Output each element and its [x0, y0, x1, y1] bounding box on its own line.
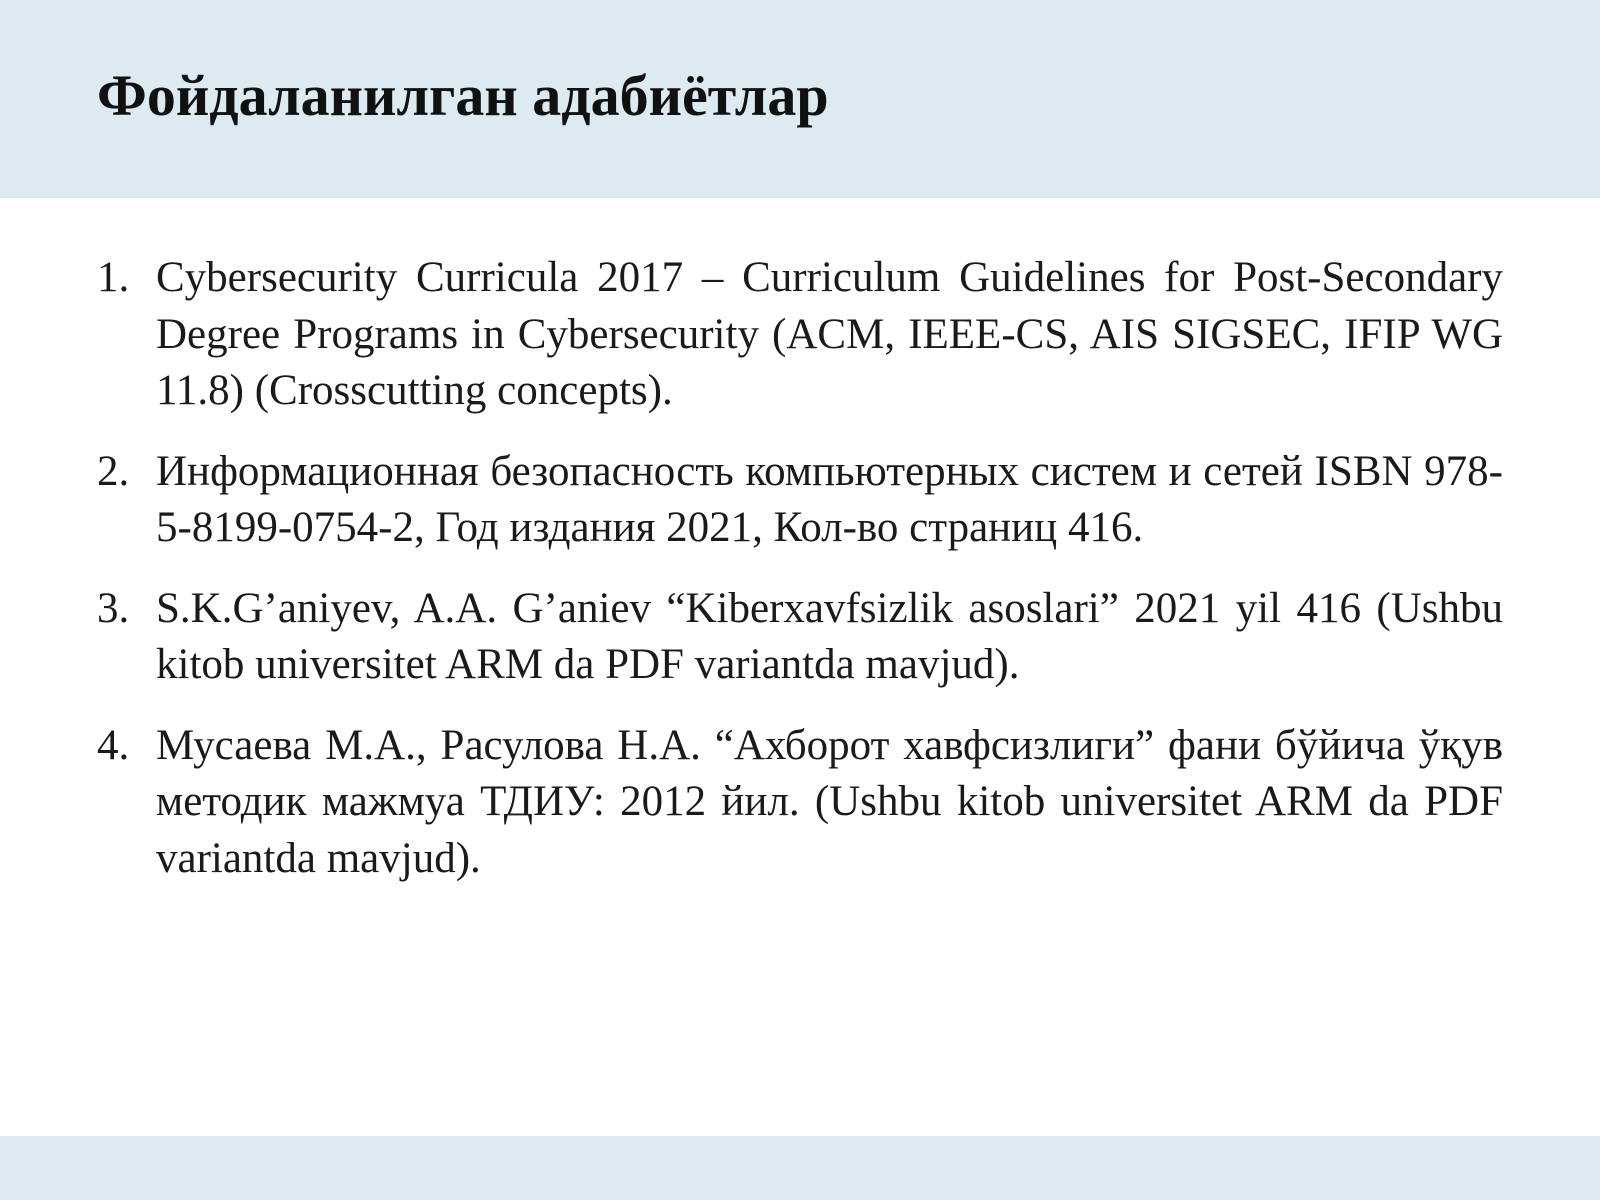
reference-number: 4. [97, 721, 130, 769]
reference-text: Cybersecurity Curricula 2017 – Curriculum Guidelines for Post-Secondary Degree Programs in Cybersecurity (ACM, IEEE-CS, AIS SIGSEC, IFIP WG 11.8) (Crosscutting concepts). [156, 254, 1503, 414]
reference-item [97, 718, 1503, 888]
reference-number: 3. [97, 584, 130, 632]
reference-item [97, 444, 1503, 557]
footer-band [0, 1136, 1600, 1200]
header-band [0, 0, 1600, 198]
slide-title: Фойдаланилган адабиётлар [97, 63, 829, 128]
reference-text: S.K.G’aniyev, A.A. G’aniev “Kiberxavfsizlik asoslari” 2021 yil 416 (Ushbu kitob universitet ARM da PDF variantda mavjud). [156, 584, 1503, 688]
reference-item [97, 581, 1503, 694]
reference-number: 2. [97, 447, 130, 495]
reference-item [97, 250, 1503, 420]
reference-number: 1. [97, 254, 130, 301]
reference-text: Мусаева М.А., Расулова Н.А. “Ахборот хавфсизлиги” фани бўйича ўқув методик мажмуа ТДИУ: 2012 йил. (Ushbu kitob universitet ARM da PDF variantda mavjud). [156, 721, 1503, 882]
reference-list [97, 250, 1503, 887]
reference-text: Информационная безопасность компьютерных систем и сетей ISBN 978-5-8199-0754-2, Год издания 2021, Кол-во страниц 416. [156, 447, 1503, 551]
slide-content [97, 250, 1503, 911]
